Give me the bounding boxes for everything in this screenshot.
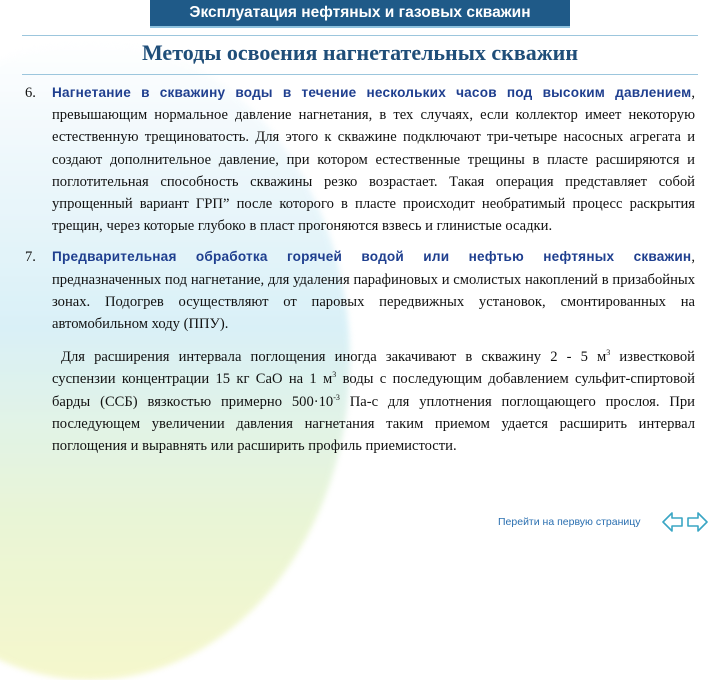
- item-number: 7.: [25, 249, 36, 266]
- item-text: , превышающим нормальное давление нагнетания, в тех случаях, если коллектор имеет некоторую естественную трещиноватость. Для этого к скважине подключают три-четыре насосных агрегата и создают дополнительное давление, при котором естественные трещины в пласте расширяются и поглотительная способность скважины резко возрастает. Такая операция представляет собой упрощенный вариант ГРП” после которого в пласте происходит необратимый процесс раскрытия трещин, через которые глубоко в пласт прогоняются взвесь и глинистые осадки.: [52, 85, 695, 235]
- list-item-7: [25, 246, 695, 335]
- body-paragraph: [25, 346, 695, 457]
- paragraph-text: известковой суспензии концентрации 15 кг CaO на 1 м: [52, 349, 695, 388]
- item-heading: Нагнетание в скважину воды в течение нескольких часов под высоким давлением: [52, 85, 692, 100]
- item-heading: Предварительная обработка горячей водой или нефтью нефтяных скважин: [52, 249, 692, 265]
- arrow-right-icon[interactable]: [688, 513, 707, 531]
- paragraph-text: Па-с для уплотнения поглощающего прослоя. При последующем увеличении давления нагнетания таким приемом удается расширить интервал поглощения и выравнять или расширить профиль приемистости.: [52, 393, 695, 455]
- paragraph-text: Для расширения интервала поглощения иногда закачивают в скважину 2 - 5 м: [61, 349, 607, 366]
- superscript: 3: [606, 348, 611, 358]
- paragraph-text: воды с последующим добавлением сульфит-спиртовой барды (ССБ) вязкостью примерно 500·10: [52, 371, 695, 410]
- navigation-arrows: [662, 509, 708, 535]
- superscript: -3: [333, 392, 340, 402]
- arrow-left-icon[interactable]: [663, 513, 682, 531]
- item-text: , предназначенных под нагнетание, для удаления парафиновых и смолистых накоплений в призабойных зонах. Подогрев осуществляют от паровых передвижных установок, смонтированных на автомобильном ходу (ППУ).: [52, 249, 695, 333]
- header-title: Эксплуатация нефтяных и газовых скважин: [150, 0, 570, 28]
- superscript: 3: [332, 370, 337, 380]
- list-item-6: [25, 82, 695, 237]
- item-number: 6.: [25, 85, 36, 101]
- slide-body: [25, 82, 695, 457]
- title-divider-bottom: [22, 74, 698, 75]
- title-divider-top: [22, 35, 698, 36]
- first-page-link[interactable]: Перейти на первую страницу: [498, 516, 641, 528]
- page-title: Методы освоения нагнетательных скважин: [141, 40, 579, 65]
